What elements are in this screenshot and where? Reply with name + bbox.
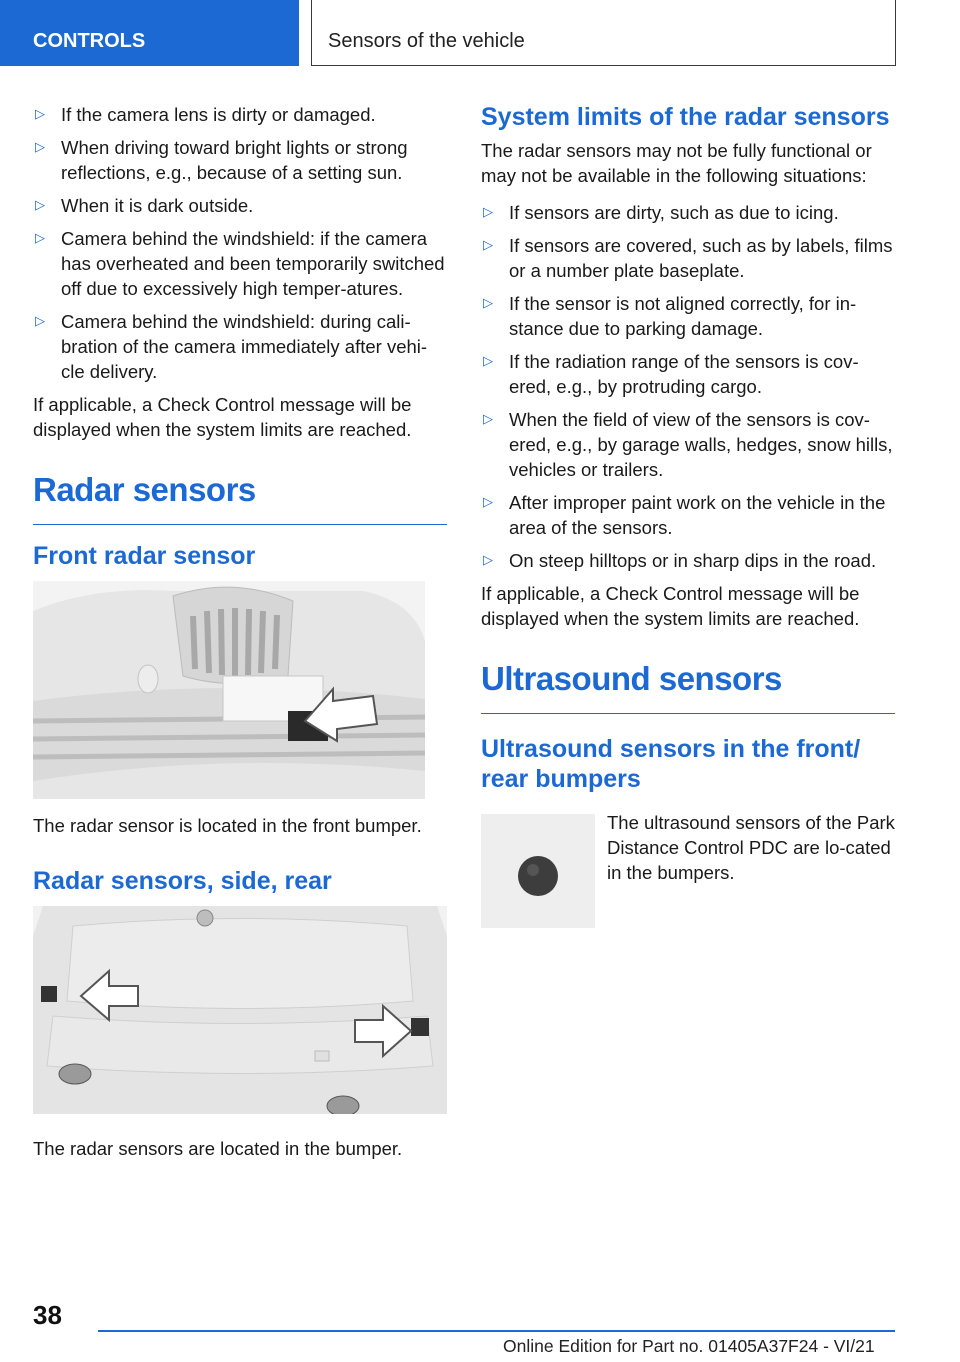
ultrasound-sensors-heading: Ultrasound sensors — [481, 657, 895, 714]
header-page-title: Sensors of the vehicle — [311, 0, 896, 66]
radar-limits-heading: System limits of the radar sensors — [481, 103, 890, 131]
triangle-bullet-icon: ▷ — [483, 412, 493, 427]
list-item: ▷ If sensors are dirty, such as due to icing. — [483, 202, 839, 223]
list-item: ▷ If the radiation range of the sensors is cov‐ered, e.g., by protruding cargo. — [483, 351, 859, 397]
list-item: ▷ When it is dark outside. — [35, 195, 254, 216]
front-bumper-figure — [33, 581, 425, 799]
bumper-ultrasound-heading: Ultrasound sensors in the front/ rear bumpers — [481, 735, 861, 793]
list-item: ▷ If the camera lens is dirty or damaged. — [35, 104, 376, 125]
list-item: ▷ When driving toward bright lights or strong reflections, e.g., because of a setting sun. — [35, 137, 408, 183]
ultrasound-sensor-icon — [481, 814, 595, 928]
radar-limits-intro: The radar sensors may not be fully functional or may not be available in the following situations: — [481, 140, 872, 186]
footer-divider — [98, 1330, 895, 1332]
triangle-bullet-icon: ▷ — [35, 231, 45, 246]
triangle-bullet-icon: ▷ — [483, 354, 493, 369]
front-radar-caption: The radar sensor is located in the front bumper. — [33, 815, 422, 836]
list-item: ▷ When the field of view of the sensors is cov‐ered, e.g., by garage walls, hedges, snow hills, vehicles or trailers. — [483, 409, 893, 480]
side-rear-radar-caption: The radar sensors are located in the bumper. — [33, 1138, 403, 1159]
triangle-bullet-icon: ▷ — [35, 140, 45, 155]
list-item: ▷ Camera behind the windshield: during cali‐bration of the camera immediately after vehi‐cle delivery. — [35, 311, 428, 382]
list-item: ▷ Camera behind the windshield: if the camera has overheated and been temporarily switched off due to excessively high temper‐atures. — [35, 228, 445, 299]
list-item: ▷ If the sensor is not aligned correctly, for in‐stance due to parking damage. — [483, 293, 857, 339]
left-column — [33, 102, 447, 1169]
page-number: 38 — [33, 1300, 62, 1330]
radar-sensors-heading: Radar sensors — [33, 468, 447, 525]
rear-bumper-figure — [33, 906, 447, 1114]
triangle-bullet-icon: ▷ — [483, 205, 493, 220]
right-column — [481, 102, 895, 934]
radar-limits-list — [481, 200, 895, 573]
bumper-ultrasound-text: The ultrasound sensors of the Park Distance Control PDC are lo‐cated in the bumpers. — [607, 812, 895, 883]
triangle-bullet-icon: ▷ — [483, 238, 493, 253]
ultrasound-block — [481, 804, 895, 934]
triangle-bullet-icon: ▷ — [483, 553, 493, 568]
ultrasound-sensor-figure — [481, 814, 595, 928]
list-item: ▷ If sensors are covered, such as by labels, films or a number plate baseplate. — [483, 235, 893, 281]
list-item: ▷ After improper paint work on the vehicle in the area of the sensors. — [483, 492, 886, 538]
camera-limits-list — [33, 102, 447, 384]
triangle-bullet-icon: ▷ — [483, 296, 493, 311]
check-control-note: If applicable, a Check Control message will be displayed when the system limits are reached. — [33, 394, 412, 440]
rear-bumper-illustration — [33, 906, 447, 1114]
triangle-bullet-icon: ▷ — [483, 495, 493, 510]
list-item: ▷ On steep hilltops or in sharp dips in the road. — [483, 550, 877, 571]
header-section-tab: CONTROLS — [0, 0, 299, 66]
front-radar-heading: Front radar sensor — [33, 542, 256, 570]
triangle-bullet-icon: ▷ — [35, 314, 45, 329]
side-rear-radar-heading: Radar sensors, side, rear — [33, 867, 332, 895]
front-bumper-illustration — [33, 581, 425, 799]
triangle-bullet-icon: ▷ — [35, 107, 45, 122]
footer-edition: Online Edition for Part no. 01405A37F24 - VI/21 — [503, 1336, 875, 1356]
triangle-bullet-icon: ▷ — [35, 198, 45, 213]
check-control-note: If applicable, a Check Control message will be displayed when the system limits are reached. — [481, 583, 860, 629]
